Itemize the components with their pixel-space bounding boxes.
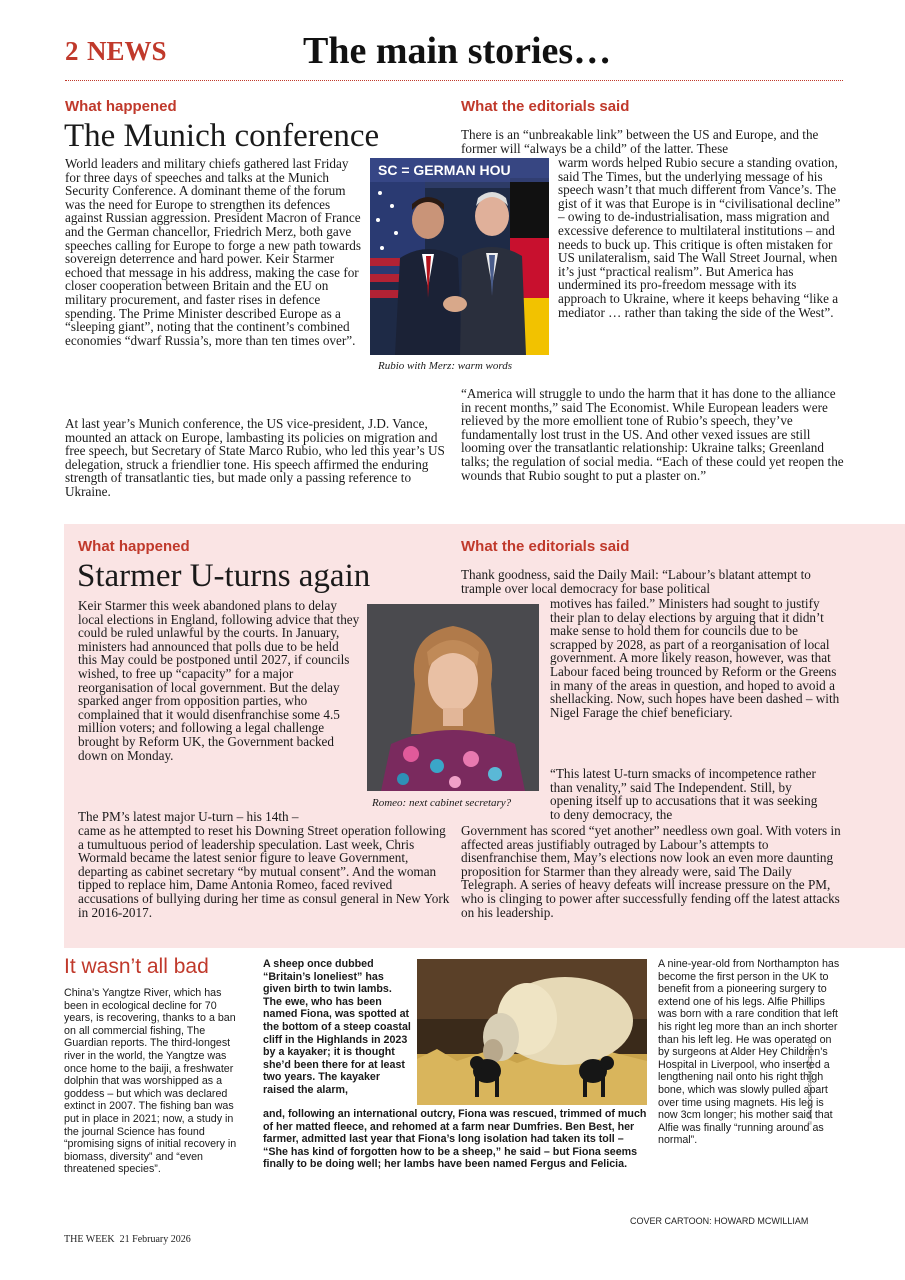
story1-editorials-kicker: What the editorials said bbox=[461, 98, 630, 115]
rubio-merz-illustration bbox=[370, 158, 549, 355]
romeo-illustration bbox=[367, 604, 539, 791]
good-news-column-1: China’s Yangtze River, which has been in ecological decline for 70 years, is recovering, thanks to a ban on all commercial fishing, The Guardian reports. The third-longest river in the world, the Yangtze was once home to the baiji, a freshwater dolphin that was worshipped as a goddess – but which was declared extinct in 2007. The fishing ban was put in place in 2021; now, a study in the journal Science has found “promising signs of initial recovery in biomass, diversity” and “even threatened species”. bbox=[64, 987, 237, 1176]
story1-headline: The Munich conference bbox=[64, 118, 380, 154]
story2-paragraph-1: Keir Starmer this week abandoned plans to delay local elections in England, following advice that they could be ruled unlawful by the courts. In January, ministers had announced that polls due to be held this May could be postponed until 2027, if councils wished, to free up “capacity” for a major reorganisation of local government. But the delay sparked anger from opposition parties, who complained that it would disenfranchise some 4.5 million voters; and following a legal challenge brought by Reform UK, the Government backed down on Monday. bbox=[78, 598, 360, 763]
good-news-heading: It wasn’t all bad bbox=[64, 955, 209, 978]
section-number: 2 bbox=[65, 36, 79, 66]
story1-kicker: What happened bbox=[65, 98, 177, 115]
story2-paragraph-2b: came as he attempted to reset his Downing Street operation following a tumultuous period of leadership speculation. Last week, Chris Wormald became the latest senior figure to leave Government, departing as cabinet secretary “by mutual consent”. And the woman tipped to replace him, Dame Antonia Romeo, faced revived accusations of bullying during her time as consul general in New York in 2016-2017. bbox=[78, 823, 450, 920]
page-footer: THE WEEK 21 February 2026 bbox=[64, 1234, 191, 1245]
story2-editorial-1a: Thank goodness, said the Daily Mail: “Labour’s blatant attempt to trample over local democracy for base political bbox=[461, 567, 811, 596]
page-title: The main stories… bbox=[303, 30, 612, 72]
story1-paragraph-2: At last year’s Munich conference, the US vice-president, J.D. Vance, mounted an attack on Europe, lambasting its policies on migration and free speech, but Secretary of State Marco Rubio, who led this year’s US delegation, struck a friendlier tone. His speech affirmed the enduring strength of transatlantic ties, but made only a passing reference to Ukraine. bbox=[65, 416, 445, 499]
story2-caption: Romeo: next cabinet secretary? bbox=[372, 797, 512, 809]
story1-caption: Rubio with Merz: warm words bbox=[378, 360, 513, 372]
sheep-illustration bbox=[417, 959, 647, 1105]
cover-credit: COVER CARTOON: HOWARD MCWILLIAM bbox=[630, 1216, 809, 1226]
story1-editorial-1b: warm words helped Rubio secure a standing ovation, said The Times, but the underlying message of his speech wasn’t that much different from Vance’s. The gist of it was that Europe is in “civilisational decline” – owing to de-industrialisation, mass migration and excessive deference to multilateral institutions – and needs to buck up. This critique is often mistaken for US unilateralism, said The Wall Street Journal, when it’s just “practical realism”. But America has undermined its pro-freedom message with its approach to Ukraine, where it keeps behaving “like a mediator … rather than taking the side of the West”. bbox=[558, 155, 841, 320]
photo-credit: © DAL SCONE/FARM FACEBOOK bbox=[808, 1039, 814, 1125]
story1-paragraph-1: World leaders and military chiefs gathered last Friday for three days of speeches and talks at the Munich Security Conference. A dominant theme of the forum was the need for Europe to strengthen its defences against Russian aggression. President Macron of France and the German chancellor, Friedrich Merz, both gave speeches calling for Europe to forge a new path towards sovereign deterrence and hard power. Keir Starmer echoed that message in his address, making the case for closer cooperation between Britain and the EU on military procurement, and faster rises in defence spending. The Prime Minister described Europe as a “sleeping giant”, noting that the continent’s combined economies “dwarf Russia’s, more than ten times over”. bbox=[65, 156, 362, 348]
story2-paragraph-2a: The PM’s latest major U-turn – his 14th – bbox=[78, 809, 299, 824]
good-news-column-2b: and, following an international outcry, Fiona was rescued, trimmed of much of her matted fleece, and rehomed at a farm near Dumfries. Ben Best, her farmer, admitted last year that Fiona’s long isolation had taken its toll – “She has kind of forgotten how to be a sheep,” he said – but Fiona seems finally to be doing well; her lambs have been named Fergus and Felicia. bbox=[263, 1108, 647, 1171]
header-divider bbox=[65, 80, 843, 81]
rubio-merz-photo bbox=[370, 158, 549, 355]
story2-editorial-2b: Government has scored “yet another” needless own goal. With voters in affected areas justifiably outraged by Labour’s attempts to disenfranchise them, May’s elections now look an even more daunting proposition for Starmer than they already were, said The Daily Telegraph. A series of heavy defeats will increase pressure on the PM, who is clinging to power after successfully fending off the latest attacks on his leadership. bbox=[461, 823, 841, 920]
good-news-column-2a: A sheep once dubbed “Britain’s loneliest” has given birth to twin lambs. The ewe, who has been named Fiona, was spotted at the bottom of a steep coastal cliff in the Highlands in 2023 by a kayaker; it is thought she’d been there for at least two years. The kayaker raised the alarm, bbox=[263, 958, 411, 1096]
story2-headline: Starmer U-turns again bbox=[77, 558, 371, 594]
story1-editorial-1a: There is an “unbreakable link” between the US and Europe, and the former will “always be a child” of the latter. These bbox=[461, 127, 819, 156]
sheep-photo bbox=[417, 959, 647, 1105]
page-header bbox=[65, 32, 845, 80]
story2-editorial-1b: motives has failed.” Ministers had sought to justify their plan to delay elections by arguing that it didn’t make sense to hold them for councils due to be scrapped by 2028, as part of a reorganisation of local government. A more likely reason, however, was that Labour faced being trounced by Reform or the Greens in many of the areas in question, and hoped to avoid a shellacking. Now, such hopes have been dashed – with Nigel Farage the chief beneficiary. bbox=[550, 596, 840, 720]
story2-editorials-kicker: What the editorials said bbox=[461, 538, 630, 555]
section-name: NEWS bbox=[87, 36, 167, 66]
good-news-column-3: A nine-year-old from Northampton has become the first person in the UK to benefit from a pioneering surgery to extend one of his legs. Alfie Phillips was born with a rare condition that left his right leg more than an inch shorter than his left leg. He was operated on by surgeons at Alder Hey Children’s Hospital in Liverpool, who inserted a lengthening nail onto his right thigh bone, which was slowly pulled apart over time using magnets. His leg is now 3cm longer; his mother said that Alfie was finally “running around as normal”. bbox=[658, 958, 840, 1147]
story1-editorial-2: “America will struggle to undo the harm that it has done to the alliance in recent months,” said The Economist. While European leaders were relieved by the more emollient tone of Rubio’s speech, they’ve fundamentally lost trust in the US. And other vexed issues are still looming over the transatlantic relationship: Ukraine talks; Greenland talks; the regulation of social media. “Each of these could yet reopen the wounds that Rubio sought to put a plaster on.” bbox=[461, 386, 844, 483]
story2-kicker: What happened bbox=[78, 538, 190, 555]
story2-editorial-2a: “This latest U-turn smacks of incompetence rather than venality,” said The Independent. Still, by opening itself up to accusations that it was seeking to deny democracy, the bbox=[550, 766, 818, 822]
romeo-photo bbox=[367, 604, 539, 791]
photo-sign-text: SC = GERMAN HOU bbox=[378, 162, 511, 178]
